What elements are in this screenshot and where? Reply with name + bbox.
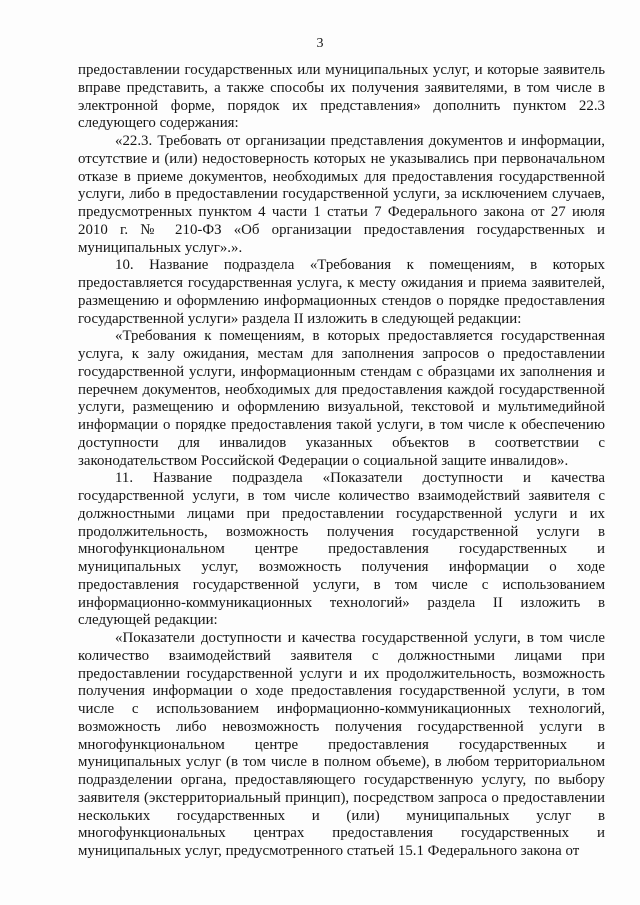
paragraph-3: 10. Название подраздела «Требования к помещениям, в которых предоставляется государственная услуга, к месту ожидания и приема заявителей, размещению и оформлению информационных стендов о порядке предоставления государственной услуги» раздела II изложить в следующей редакции:	[78, 257, 605, 327]
paragraph-1: предоставлении государственных или муниципальных услуг, и которые заявитель вправе представить, а также способы их получения заявителями, в том числе в электронной форме, порядок их представления» дополнить пунктом 22.3 следующего содержания:	[78, 62, 605, 132]
paragraph-5: 11. Название подраздела «Показатели доступности и качества государственной услуги, в том числе количество взаимодействий заявителя с должностными лицами при предоставлении государственной услуги и их продолжительность, возможность получения государственной услуги в многофункциональном центре предоставления государственных и муниципальных услуг, возможность получения информации о ходе предоставления государственной услуги, в том числе с использованием информационно-коммуникационных технологий» раздела II изложить в следующей редакции:	[78, 470, 605, 629]
document-body	[78, 62, 605, 861]
paragraph-4: «Требования к помещениям, в которых предоставляется государственная услуга, к залу ожидания, местам для заполнения запросов о предоставлении государственной услуги, информационным стендам с образцами их заполнения и перечнем документов, необходимых для предоставления каждой государственной услуги, размещению и оформлению визуальной, текстовой и мультимедийной информации о порядке предоставления такой услуги, в том числе к обеспечению доступности для инвалидов указанных объектов в соответствии с законодательством Российской Федерации о социальной защите инвалидов».	[78, 328, 605, 469]
page-number: 3	[316, 36, 324, 51]
paragraph-6: «Показатели доступности и качества государственной услуги, в том числе количество взаимодействий заявителя с должностными лицами при предоставлении государственной услуги и их продолжительность, возможность получения информации о ходе предоставления государственной услуги, в том числе с использованием информационно-коммуникационных технологий, возможность либо невозможность получения государственной услуги в многофункциональном центре предоставления государственных и муниципальных услуг (в том числе в полном объеме), в любом территориальном подразделении органа, предоставляющего государственную услугу, по выбору заявителя (экстерриториальный принцип), посредством запроса о предоставлении нескольких государственных и (или) муниципальных услуг в многофункциональных центрах предоставления государственных и муниципальных услуг, предусмотренного статьей 15.1 Федерального закона от	[78, 630, 605, 859]
paragraph-2: «22.3. Требовать от организации представления документов и информации, отсутствие и (или) недостоверность которых не указывались при первоначальном отказе в приеме документов, необходимых для предоставления государственной услуги, либо в предоставлении государственной услуги, за исключением случаев, предусмотренных пунктом 4 части 1 статьи 7 Федерального закона от 27 июля 2010 г. № 210-ФЗ «Об организации предоставления государственных и муниципальных услуг».».	[78, 133, 605, 256]
